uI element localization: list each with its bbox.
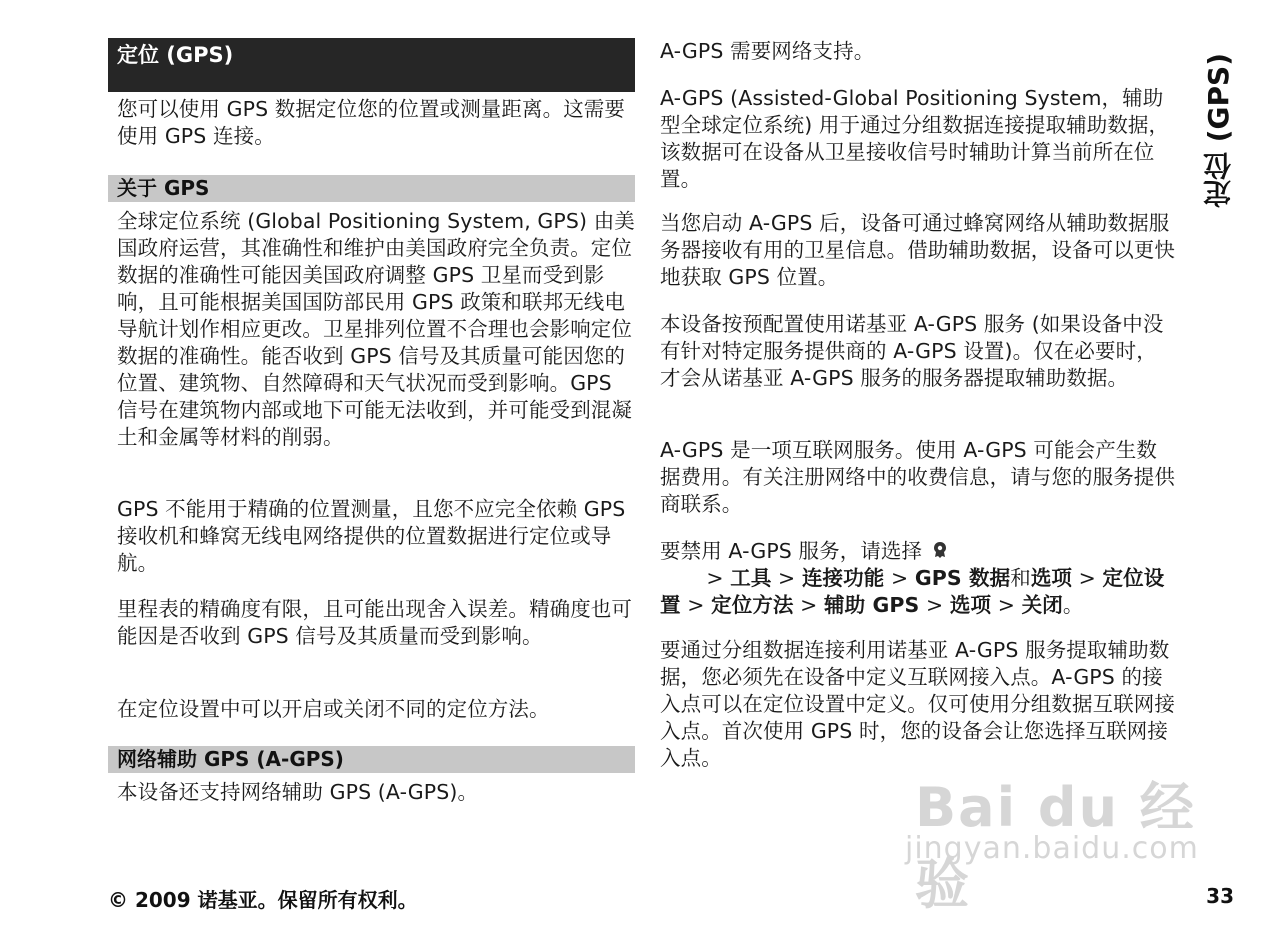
path-end: 。 [1062, 593, 1084, 617]
path-sep: > [771, 566, 802, 590]
right-paragraph-2: A-GPS (Assisted-Global Positioning System，辅助型全球定位系统) 用于通过分组数据连接提取辅助数据，该数据可在设备从卫星接收信号时辅助计算当前所在位置。 [660, 86, 1170, 191]
right-paragraph-1: A-GPS 需要网络支持。 [660, 39, 875, 63]
path-sep: > [1072, 566, 1103, 590]
watermark-url: jingyan.baidu.com [905, 831, 1199, 866]
right-paragraph-7: 要通过分组数据连接利用诺基亚 A-GPS 服务提取辅助数据，您必须先在设备中定义互联网接入点。A-GPS 的接入点可以在定位设置中定义。仅可使用分组数据互联网接入点。首次使用 GPS 时，您的设备会让您选择互联网接入点。 [660, 638, 1175, 770]
path-gps-data: GPS 数据 [914, 566, 1011, 590]
path-sep: > [680, 593, 712, 617]
disable-intro-text: 要禁用 A-GPS 服务，请选择 [660, 539, 923, 563]
right-paragraph-4: 本设备按预配置使用诺基亚 A-GPS 服务 (如果设备中没有针对特定服务提供商的 A-GPS 设置)。仅在必要时，才会从诺基亚 A-GPS 服务的服务器提取辅助数据。 [660, 312, 1164, 390]
path-sep: > [919, 593, 950, 617]
about-gps-heading [108, 175, 635, 202]
watermark-logo: Bai du 经验 [915, 776, 1196, 916]
section-title: 定位 (GPS) [117, 43, 234, 67]
path-sep: > [884, 566, 915, 590]
path-positioning-settings: 定位设置 [660, 566, 1165, 617]
about-paragraph-1: 全球定位系统 (Global Positioning System, GPS) 由美国政府运营，其准确性和维护由美国政府完全负责。定位数据的准确性可能因美国政府调整 GPS 卫星而受到影响，且可能根据美国国防部民用 GPS 政策和联邦无线电导航计划作相应更改。卫星排列位置不合理也会影响定位数据的准确性。能否收到 GPS 信号及其质量可能因您的位置、建筑物、自然障碍和天气状况而受到影响。GPS 信号在建筑物内部或地下可能无法收到，并可能受到混凝土和金属等材料的削弱。 [117, 209, 635, 449]
path-sep: > [793, 593, 825, 617]
menu-path [660, 566, 1164, 644]
path-assisted-gps: 辅助 GPS [824, 593, 920, 617]
vertical-chapter-title: 定位 (GPS) [1202, 52, 1235, 208]
path-connectivity: 连接功能 [801, 566, 885, 590]
watermark [905, 765, 1215, 916]
about-paragraph-4: 在定位设置中可以开启或关闭不同的定位方法。 [117, 697, 550, 721]
settings-gear-icon [931, 540, 949, 560]
agps-paragraph-1: 本设备还支持网络辅助 GPS (A-GPS)。 [117, 780, 479, 804]
page-number: 33 [1206, 884, 1234, 908]
agps-heading [108, 746, 635, 773]
about-paragraph-3: 里程表的精确度有限，且可能出现舍入误差。精确度也可能因是否收到 GPS 信号及其质量而受到影响。 [117, 597, 632, 648]
path-positioning-methods: 定位方法 [711, 593, 794, 617]
path-options-2: 选项 [949, 593, 992, 617]
about-paragraph-2: GPS 不能用于精确的位置测量，且您不应完全依赖 GPS 接收机和蜂窝无线电网络提供的位置数据进行定位或导航。 [117, 497, 626, 575]
path-tools: 工具 [730, 566, 772, 590]
disable-instructions [660, 538, 1175, 646]
section-title-bar [108, 38, 635, 92]
right-paragraph-3: 当您启动 A-GPS 后，设备可通过蜂窝网络从辅助数据服务器接收有用的卫星信息。借助辅助数据，设备可以更快地获取 GPS 位置。 [660, 211, 1175, 289]
path-options: 选项 [1030, 566, 1073, 590]
path-sep: > [991, 593, 1022, 617]
path-sep: > [699, 566, 731, 590]
path-and: 和 [1010, 566, 1031, 590]
path-disable: 关闭 [1021, 593, 1063, 617]
footer-copyright: © 2009 诺基亚。保留所有权利。 [108, 888, 418, 912]
right-paragraph-5: A-GPS 是一项互联网服务。使用 A-GPS 可能会产生数据费用。有关注册网络中的收费信息，请与您的服务提供商联系。 [660, 438, 1175, 516]
intro-paragraph: 您可以使用 GPS 数据定位您的位置或测量距离。这需要使用 GPS 连接。 [117, 97, 625, 148]
agps-heading-text: 网络辅助 GPS (A-GPS) [117, 747, 344, 771]
about-gps-heading-text: 关于 GPS [117, 176, 210, 200]
